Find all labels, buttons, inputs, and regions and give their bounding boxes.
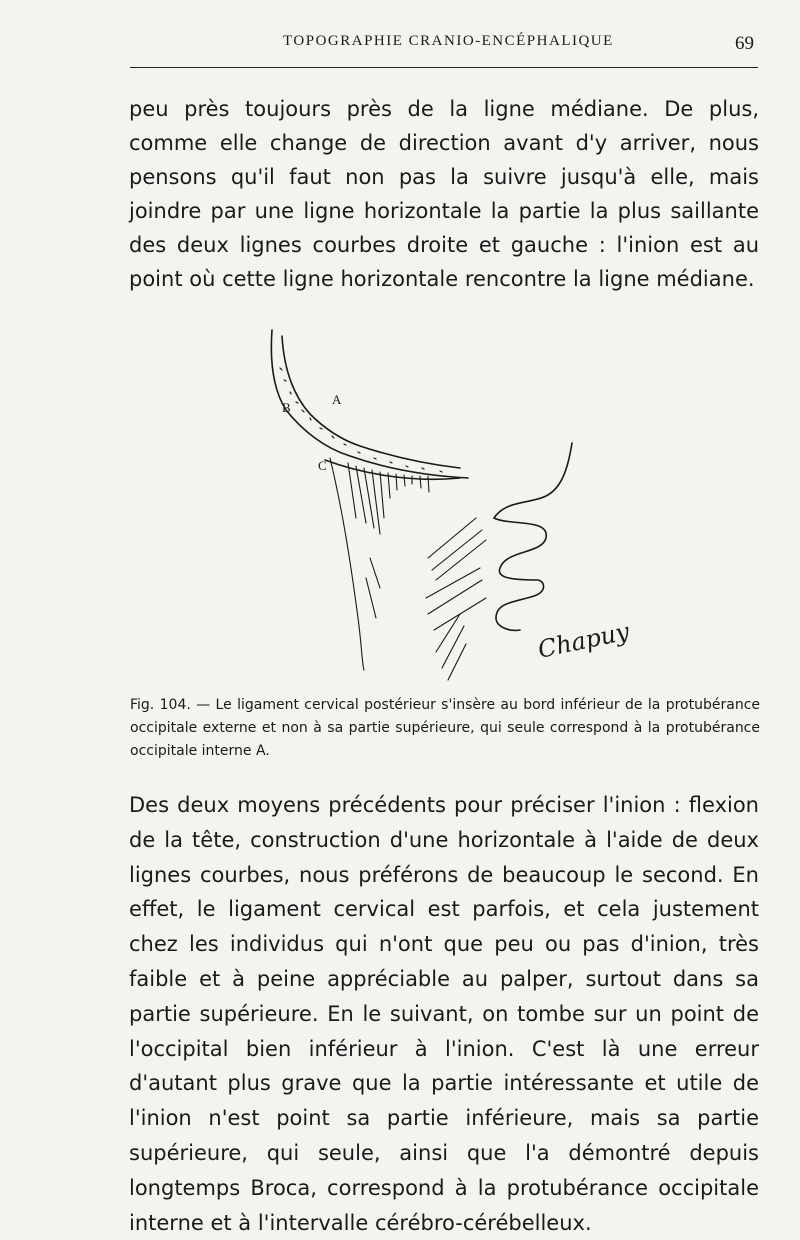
axis-outline (494, 443, 572, 518)
label-a: A (332, 392, 342, 407)
page-number: 69 (735, 33, 754, 54)
figure-104 (250, 318, 640, 690)
artist-signature: Chapuy (535, 617, 632, 664)
header-rule (130, 67, 758, 68)
occipital-inner-contour (282, 336, 460, 468)
occipital-outer-contour (271, 330, 468, 478)
anatomical-illustration (250, 318, 640, 690)
caption-text: — Le ligament cervical postérieur s'insère au bord inférieur de la protubérance occipitale externe et non à sa partie supérieure, qui seule correspond à la protubérance occipitale interne A. (130, 697, 761, 759)
running-title: TOPOGRAPHIE CRANIO-ENCÉPHALIQUE (283, 33, 614, 49)
label-b: B (282, 400, 291, 415)
paragraph-1: peu près toujours près de la ligne médiane. De plus, comme elle change de direction avant d'y arriver, nous pensons qu'il faut non pas la suivre jusqu'à elle, mais joindre par une ligne horizontale la partie la plus saillante des deux lignes courbes droite et gauche : l'inion est au point où cette ligne horizontale rencontre la ligne médiane. (129, 97, 759, 291)
caption-label: Fig. 104. (130, 697, 191, 713)
vertebra-2 (494, 518, 546, 630)
figure-caption (130, 694, 760, 763)
paragraph-2: Des deux moyens précédents pour préciser l'inion : flexion de la tête, construction d'une horizontale à l'aide de deux lignes courbes, nous préférons de beaucoup le second. En effet, le ligament cervical est parfois, et cela justement chez les individus qui n'ont que peu ou pas d'inion, très faible et à peine appréciable au palper, surtout dans sa partie supérieure. En le suivant, on tombe sur un point de l'occipital bien inférieur à l'inion. C'est là une erreur d'autant plus grave que la partie intéressante et utile de l'inion n'est point sa partie inférieure, mais sa partie supérieure, qui seule, ainsi que l'a démontré depuis longtemps Broca, correspond à la protubérance occipitale interne et à l'intervalle cérébro-cérébelleux. (129, 793, 759, 1235)
label-c: C (318, 458, 327, 473)
